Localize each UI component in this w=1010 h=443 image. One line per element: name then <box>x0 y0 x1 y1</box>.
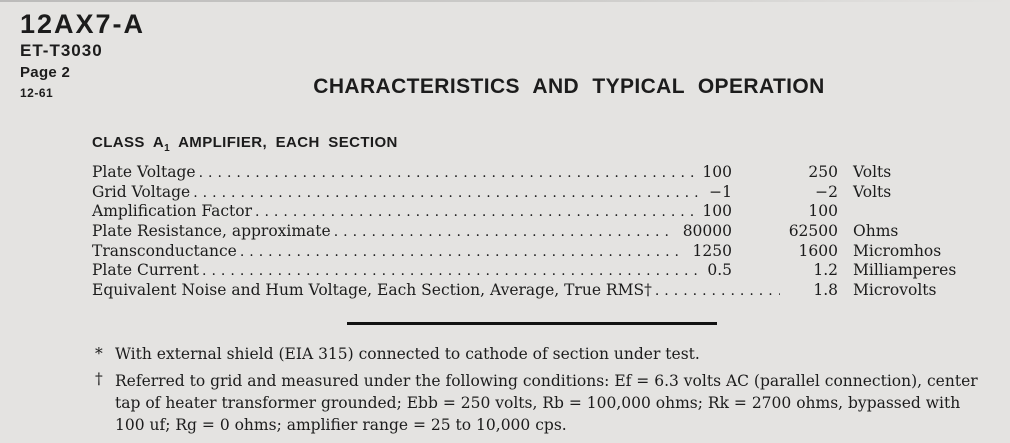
table-row <box>92 281 967 301</box>
page-title: CHARACTERISTICS AND TYPICAL OPERATION <box>313 75 825 98</box>
table-body <box>92 163 967 301</box>
row-value-2: 1600 <box>798 241 838 260</box>
table-row <box>92 242 967 262</box>
row-value-1: 80000 <box>682 222 732 241</box>
row-unit: Microvolts <box>853 281 937 300</box>
section-heading-suffix: AMPLIFIER, EACH SECTION <box>170 134 398 151</box>
row-label: Amplification Factor <box>92 202 253 221</box>
row-label: Equivalent Noise and Hum Voltage, Each Section, Average, True RMS† <box>92 281 652 300</box>
row-label: Grid Voltage <box>92 182 191 201</box>
footnote-text: With external shield (EIA 315) connected to cathode of section under test. <box>115 345 700 363</box>
footnote-line: 100 uf; Rg = 0 ohms; amplifier range = 25 to 10,000 cps. <box>115 416 567 434</box>
table-row <box>92 261 967 281</box>
table-row <box>92 202 967 222</box>
dot-leader <box>196 165 695 185</box>
page-number-label: Page 2 <box>20 64 71 81</box>
footnote-marker-dagger: † <box>95 370 103 388</box>
tube-type-title: 12AX7-A <box>20 9 146 39</box>
dot-leader <box>237 244 685 264</box>
table-row <box>92 163 967 183</box>
row-value-1: 0.5 <box>707 261 732 280</box>
section-heading-subscript: 1 <box>164 143 171 154</box>
row-label: Plate Resistance, approximate <box>92 222 331 241</box>
row-value-1: 100 <box>702 202 732 221</box>
row-unit: Milliamperes <box>853 261 957 280</box>
row-label: Plate Voltage <box>92 163 196 181</box>
section-heading <box>92 134 967 154</box>
row-unit: Micromhos <box>853 241 942 260</box>
section-heading-prefix: CLASS A <box>92 134 165 151</box>
doc-number: ET-T3030 <box>20 41 103 60</box>
scan-artifact-top-edge <box>0 0 1010 2</box>
footnote-marker-asterisk: * <box>95 345 103 363</box>
row-value-1: 100 <box>702 163 732 181</box>
row-value-2: 250 <box>808 163 838 181</box>
footnote-dagger <box>95 370 985 436</box>
row-label: Transconductance <box>92 241 237 260</box>
row-value-1: 1250 <box>692 241 732 260</box>
table-row <box>92 222 967 242</box>
footnote-line: Referred to grid and measured under the following conditions: Ef = 6.3 volts AC (parallel connection), center <box>115 372 978 390</box>
table-row <box>92 183 967 203</box>
separator-rule <box>347 322 717 325</box>
row-unit: Volts <box>853 163 892 181</box>
row-value-2: 1.2 <box>813 261 838 280</box>
row-value-2: 1.8 <box>813 281 838 300</box>
characteristics-table <box>92 134 967 301</box>
footnote-text <box>115 370 985 436</box>
footnotes-block <box>95 344 985 436</box>
row-value-2: 100 <box>808 202 838 221</box>
row-unit: Volts <box>853 182 892 201</box>
date-code: 12-61 <box>20 86 54 100</box>
dot-leader <box>652 283 780 303</box>
row-value-2: −2 <box>815 182 838 201</box>
row-value-2: 62500 <box>788 222 838 241</box>
row-unit: Ohms <box>853 222 899 241</box>
footnote-line: tap of heater transformer grounded; Ebb = 250 volts, Rb = 100,000 ohms; Rk = 2700 ohms, bypassed with <box>115 394 961 412</box>
dot-leader <box>331 224 675 244</box>
row-label: Plate Current <box>92 261 200 280</box>
row-value-1: −1 <box>709 182 732 201</box>
dot-leader <box>190 185 701 205</box>
footnote-asterisk <box>95 344 985 365</box>
